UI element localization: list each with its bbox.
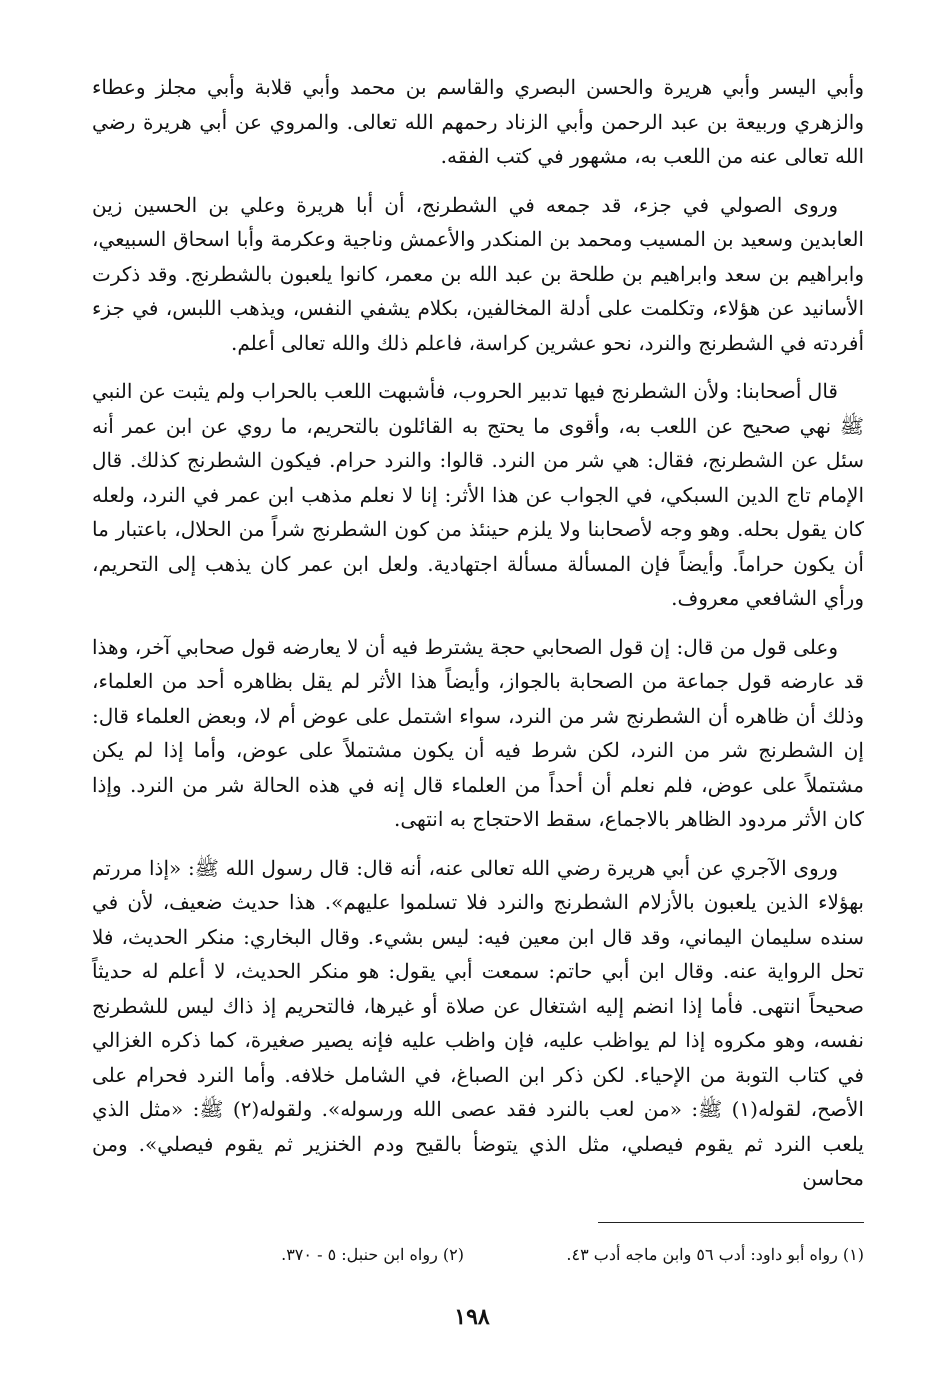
paragraph-2: وروى الصولي في جزء، قد جمعه في الشطرنج، أن أبا هريرة وعلي بن الحسين زين العابدين وسعيد بن المسيب ومحمد بن المنكدر والأعمش وناجية وعكرمة وأبا اسحاق السبيعي، وابراهيم بن سعد وابراهيم بن طلحة بن عبد الله بن معمر، كانوا يلعبون بالشطرنج. وقد ذكرت الأسانيد عن هؤلاء، وتكلمت على أدلة المخالفين، بكلام يشفي النفس، ويذهب اللبس، في جزء أفردته في الشطرنج والنرد، نحو عشرين كراسة، فاعلم ذلك والله تعالى أعلم. bbox=[92, 192, 864, 355]
footnote-divider bbox=[598, 1222, 864, 1223]
footnote-2: (٢) رواه ابن حنبل: ٥ - ٣٧٠. bbox=[281, 1245, 464, 1264]
paragraph-3: قال أصحابنا: ولأن الشطرنج فيها تدبير الحروب، فأشبهت اللعب بالحراب ولم يثبت عن النبي ﷺ نهي صحيح عن اللعب به، وأقوى ما يحتج به القائلون بالتحريم، ما روي عن ابن عمر أنه سئل عن الشطرنج، فقال: هي شر من النرد. قالوا: والنرد حرام. فيكون الشطرنج كذلك. قال الإمام تاج الدين السبكي، في الجواب عن هذا الأثر: إنا لا نعلم مذهب ابن عمر في النرد، ولعله كان يقول بحله. وهو وجه لأصحابنا ولا يلزم حينئذ من كون الشطرنج شراً من الحلال، باعتبار ما أن يكون حراماً. وأيضاً فإن المسألة مسألة اجتهادية. ولعل ابن عمر كان يذهب إلى التحريم، ورأي الشافعي معروف. bbox=[92, 379, 864, 610]
paragraph-4: وعلى قول من قال: إن قول الصحابي حجة يشترط فيه أن لا يعارضه قول صحابي آخر، وهذا قد عارضه قول جماعة من الصحابة بالجواز، وأيضاً هذا الأثر لم يقل بظاهره أحد من العلماء، وذلك أن ظاهره أن الشطرنج شر من النرد، سواء اشتمل على عوض أم لا، وبعض العلماء قال: إن الشطرنج شر من النرد، لكن شرط فيه أن يكون مشتملاً على عوض، وأما إذا لم يكن مشتملاً على عوض، فلم نعلم أن أحداً من العلماء قال إنه في هذه الحالة شر من النرد. وإذا كان الأثر مردود الظاهر بالاجماع، سقط الاحتجاج به انتهى. bbox=[92, 634, 864, 831]
footnote-1: (١) رواه أبو داود: أدب ٥٦ وابن ماجه أدب ٤٣. bbox=[566, 1245, 864, 1264]
page-number: ١٩٨ bbox=[454, 1304, 490, 1330]
paragraph-5: وروى الآجري عن أبي هريرة رضي الله تعالى عنه، أنه قال: قال رسول الله ﷺ: «إذا مررتم بهؤلاء الذين يلعبون بالأزلام الشطرنج والنرد فلا تسلموا عليهم». هذا حديث ضعيف، لأن في سنده سليمان اليماني، وقد قال ابن معين فيه: ليس بشيء. وقال البخاري: منكر الحديث، فلا تحل الرواية عنه. وقال ابن أبي حاتم: سمعت أبي يقول: هو منكر الحديث، لا أعلم له حديثاً صحيحاً انتهى. فأما إذا انضم إليه اشتغال عن صلاة أو غيرها، فالتحريم إذ ذاك ليس للشطرنج نفسه، وهو مكروه إذا لم يواظب عليه، فإن واظب عليه فإنه يصير صغيرة، كما ذكره الغزالي في كتاب التوبة من الإحياء. لكن ذكر ابن الصباغ، في الشامل خلافه. وأما النرد فحرام على الأصح، لقوله(١) ﷺ: «من لعب بالنرد فقد عصى الله ورسوله». ولقوله(٢) ﷺ: «مثل الذي يلعب النرد ثم يقوم فيصلي، مثل الذي يتوضأ بالقيح ودم الخنزير ثم يقوم فيصلي». ومن محاسن bbox=[92, 855, 864, 1190]
main-text bbox=[92, 70, 864, 1210]
footnotes bbox=[92, 1240, 864, 1270]
paragraph-1: وأبي اليسر وأبي هريرة والحسن البصري والقاسم بن محمد وأبي قلابة وأبي مجلز وعطاء والزهري وربيعة بن عبد الرحمن وأبي الزناد رحمهم الله تعالى. والمروي عن أبي هريرة رضي الله تعالى عنه من اللعب به، مشهور في كتب الفقه. bbox=[92, 75, 864, 168]
